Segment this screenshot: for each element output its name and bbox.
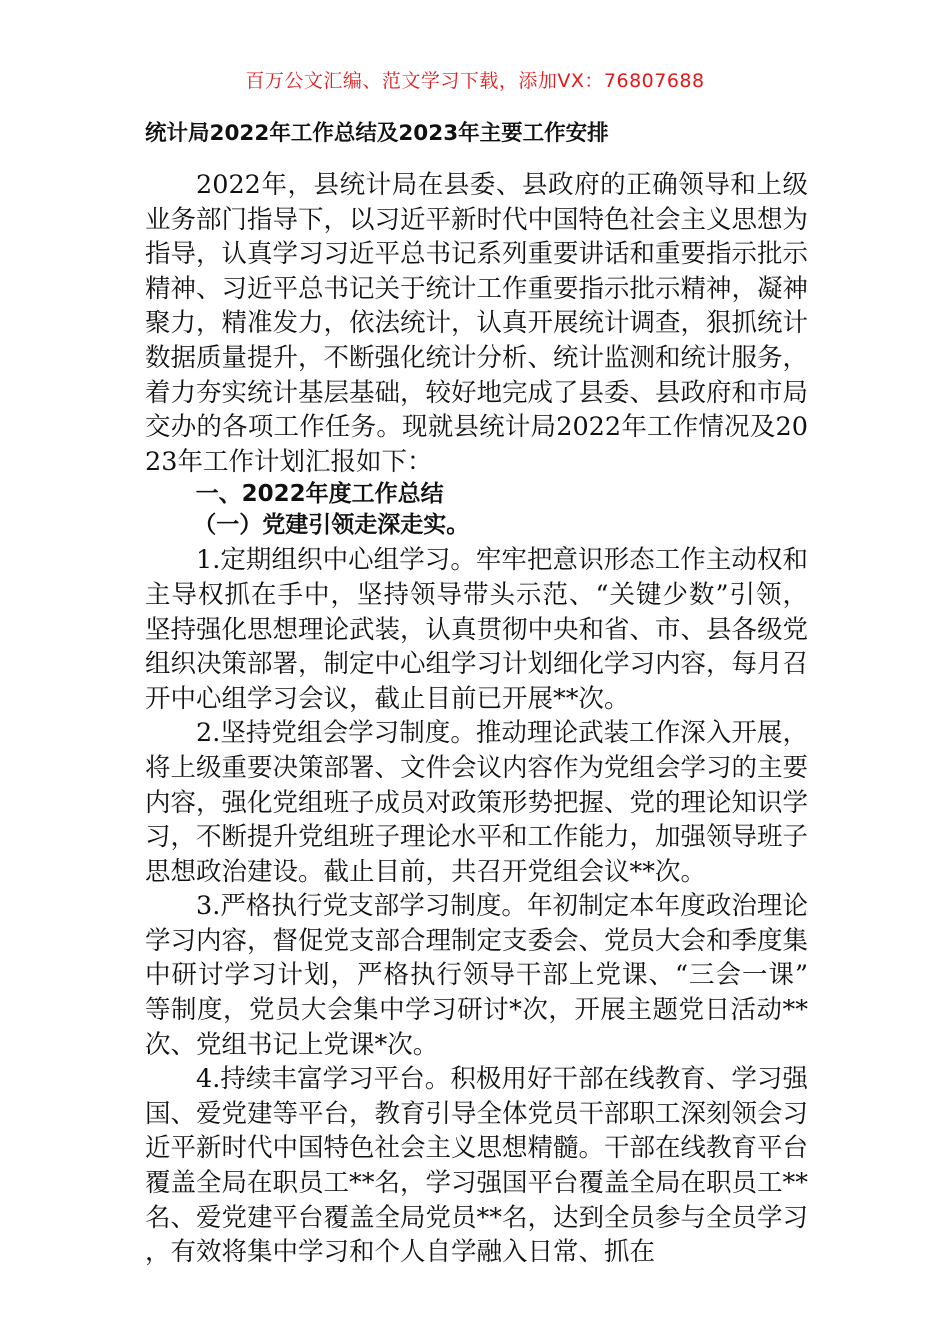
paragraph-item-2: 2.坚持党组会学习制度。推动理论武装工作深入开展，将上级重要决策部署、文件会议内容作为党组会学习的主要内容，强化党组班子成员对政策形势把握、党的理论知识学习，不断提升党组班子理论水平和工作能力，加强领导班子思想政治建设。截止目前，共召开党组会议**次。 [145,718,809,887]
paragraph-item-3: 3.严格执行党支部学习制度。年初制定本年度政治理论学习内容，督促党支部合理制定支委会、党员大会和季度集中研讨学习计划，严格执行领导干部上党课、“三会一课”等制度，党员大会集中学习研讨*次，开展主题党日活动**次、党组书记上党课*次。 [145,891,809,1060]
paragraph-item-4: 4.持续丰富学习平台。积极用好干部在线教育、学习强国、爱党建等平台，教育引导全体党员干部职工深刻领会习近平新时代中国特色社会主义思想精髓。干部在线教育平台覆盖全局在职员工**名，学习强国平台覆盖全局在职员工**名、爱党建平台覆盖全局党员**名，达到全员参与全员学习，有效将集中学习和个人自学融入日常、抓在 [145,1064,809,1268]
header-note: 百万公文汇编、范文学习下载，添加VX：76807688 [245,70,705,92]
section-heading: 一、2022年度工作总结 [195,481,444,508]
paragraph-item-1: 1.定期组织中心组学习。牢牢把意识形态工作主动权和主导权抓在手中，坚持领导带头示范、“关键少数”引领，坚持强化思想理论武装，认真贯彻中央和省、市、县各级党组织决策部署，制定中心组学习计划细化学习内容，每月召开中心组学习会议，截止目前已开展**次。 [145,545,809,714]
intro-paragraph: 2022年，县统计局在县委、县政府的正确领导和上级业务部门指导下，以习近平新时代中国特色社会主义思想为指导，认真学习习近平总书记系列重要讲话和重要指示批示精神、习近平总书记关于统计工作重要指示批示精神，凝神聚力，精准发力，依法统计，认真开展统计调查，狠抓统计数据质量提升，不断强化统计分析、统计监测和统计服务，着力夯实统计基层基础，较好地完成了县委、县政府和市局交办的各项工作任务。现就县统计局2022年工作情况及2023年工作计划汇报如下： [145,170,809,477]
document-body [145,168,808,1270]
subsection-heading: （一）党建引领走深走实。 [193,512,470,539]
page-title: 统计局2022年工作总结及2023年主要工作安排 [145,121,609,146]
